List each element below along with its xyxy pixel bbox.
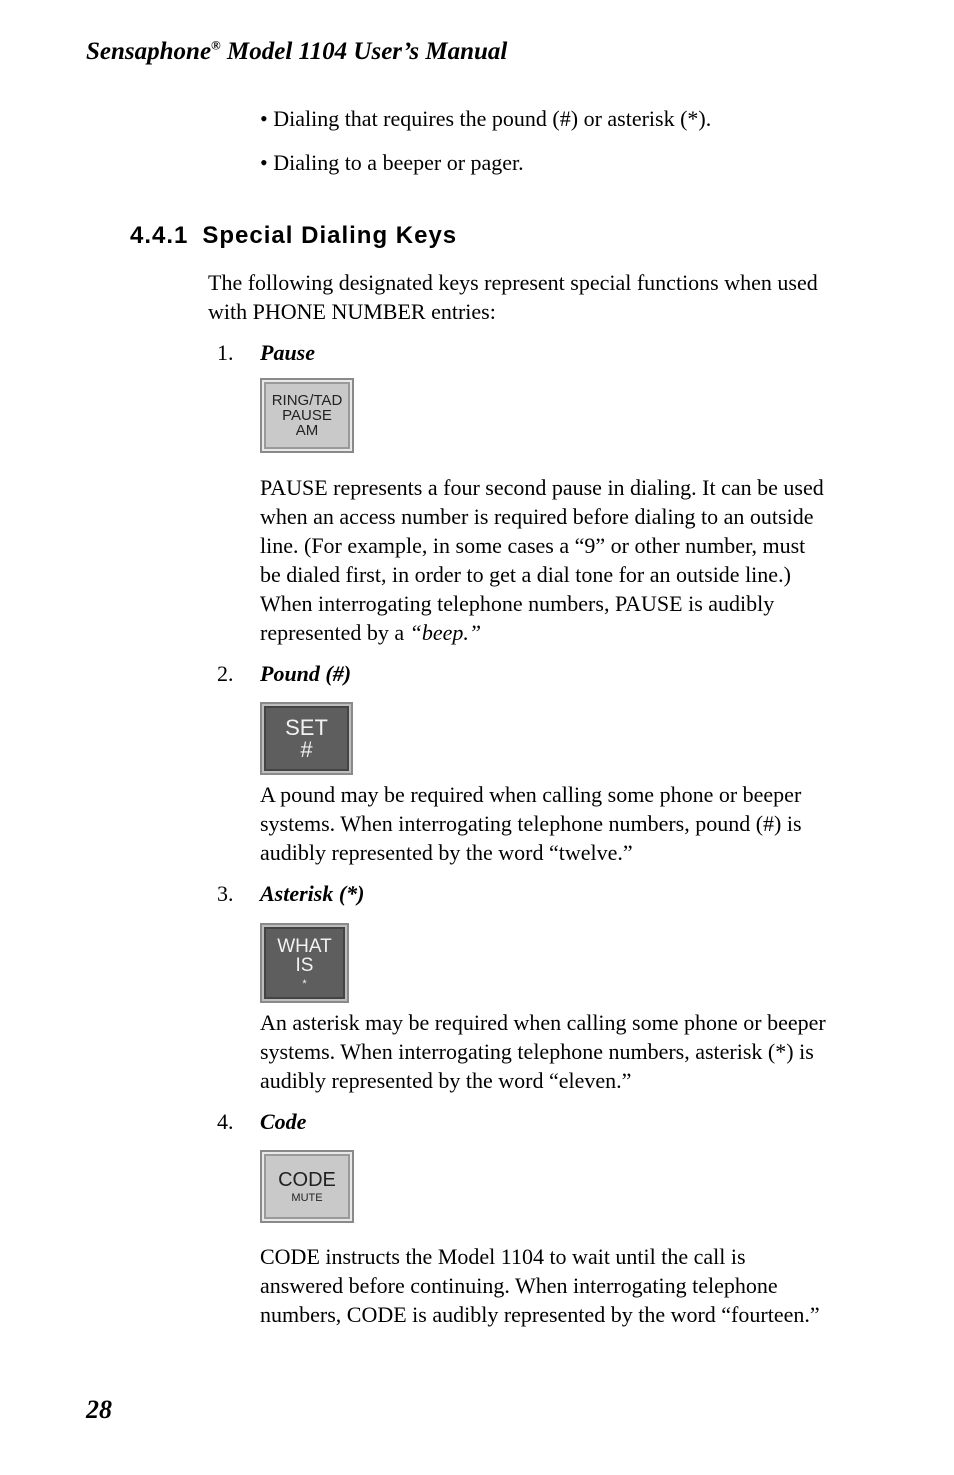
list-item-heading: [217, 1109, 306, 1135]
code-key-image: [260, 1150, 354, 1223]
key-label: AM: [295, 422, 319, 439]
item-description: CODE instructs the Model 1104 to wait until the call is answered before continuing. When interrogating telephone numbers, CODE is audibly represented by the word “fourteen.”: [260, 1244, 820, 1327]
key-label: PAUSE: [282, 407, 332, 424]
key-label: *: [302, 977, 307, 990]
bullet-item: • Dialing to a beeper or pager.: [260, 150, 524, 175]
key-label: WHAT: [277, 935, 332, 957]
list-item-heading: [217, 661, 351, 687]
section-title: Special Dialing Keys: [202, 222, 458, 249]
item-number: 4.: [217, 1109, 234, 1134]
pause-key-image: [260, 378, 354, 453]
item-description: A pound may be required when calling some phone or beeper systems. When interrogating telephone numbers, pound (#) is audibly represented by the word “twelve.”: [260, 782, 802, 865]
key-label: SET: [285, 714, 328, 740]
item-number: 3.: [217, 881, 234, 906]
item-title: Code: [260, 1109, 307, 1134]
header-title: Model 1104 User’s Manual: [220, 38, 508, 65]
item-description: An asterisk may be required when calling some phone or beeper systems. When interrogating telephone numbers, asterisk (*) is audibly represented by the word “eleven.”: [260, 1010, 826, 1093]
item-title: Pound (#): [260, 661, 352, 686]
section-number: 4.4.1: [130, 222, 189, 249]
set-pound-key-image: [260, 702, 353, 775]
registered-mark: ®: [211, 37, 221, 53]
bullet-item: • Dialing that requires the pound (#) or asterisk (*).: [260, 106, 712, 131]
item-number: 1.: [217, 340, 234, 365]
list-item-heading: [217, 881, 365, 907]
description-italic: “beep.”: [409, 620, 482, 645]
key-label: MUTE: [291, 1191, 323, 1204]
key-label: CODE: [278, 1168, 336, 1191]
list-item-heading: [217, 340, 315, 366]
key-label: #: [300, 736, 313, 762]
page-number: 28: [86, 1395, 112, 1424]
section-heading: [130, 222, 457, 250]
description-text: PAUSE represents a four second pause in dialing. It can be used when an access number is required before dialing to an outside line. (For example, in some cases a “9” or other number, must be dialed first, in order to get a dial tone for an outside line.) When interrogating telephone numbers, PAUSE is audibly represented by a: [260, 475, 824, 645]
intro-paragraph: The following designated keys represent special functions when used with PHONE NUMBER entries:: [208, 270, 818, 324]
item-title: Asterisk (*): [260, 881, 365, 906]
item-description: [260, 473, 830, 647]
item-number: 2.: [217, 661, 234, 686]
what-is-key-image: [260, 923, 349, 1003]
key-label: IS: [295, 954, 314, 976]
brand-name: Sensaphone: [86, 38, 212, 65]
item-title: Pause: [260, 340, 315, 365]
key-label: RING/TAD: [271, 392, 343, 409]
running-header: [86, 38, 507, 66]
